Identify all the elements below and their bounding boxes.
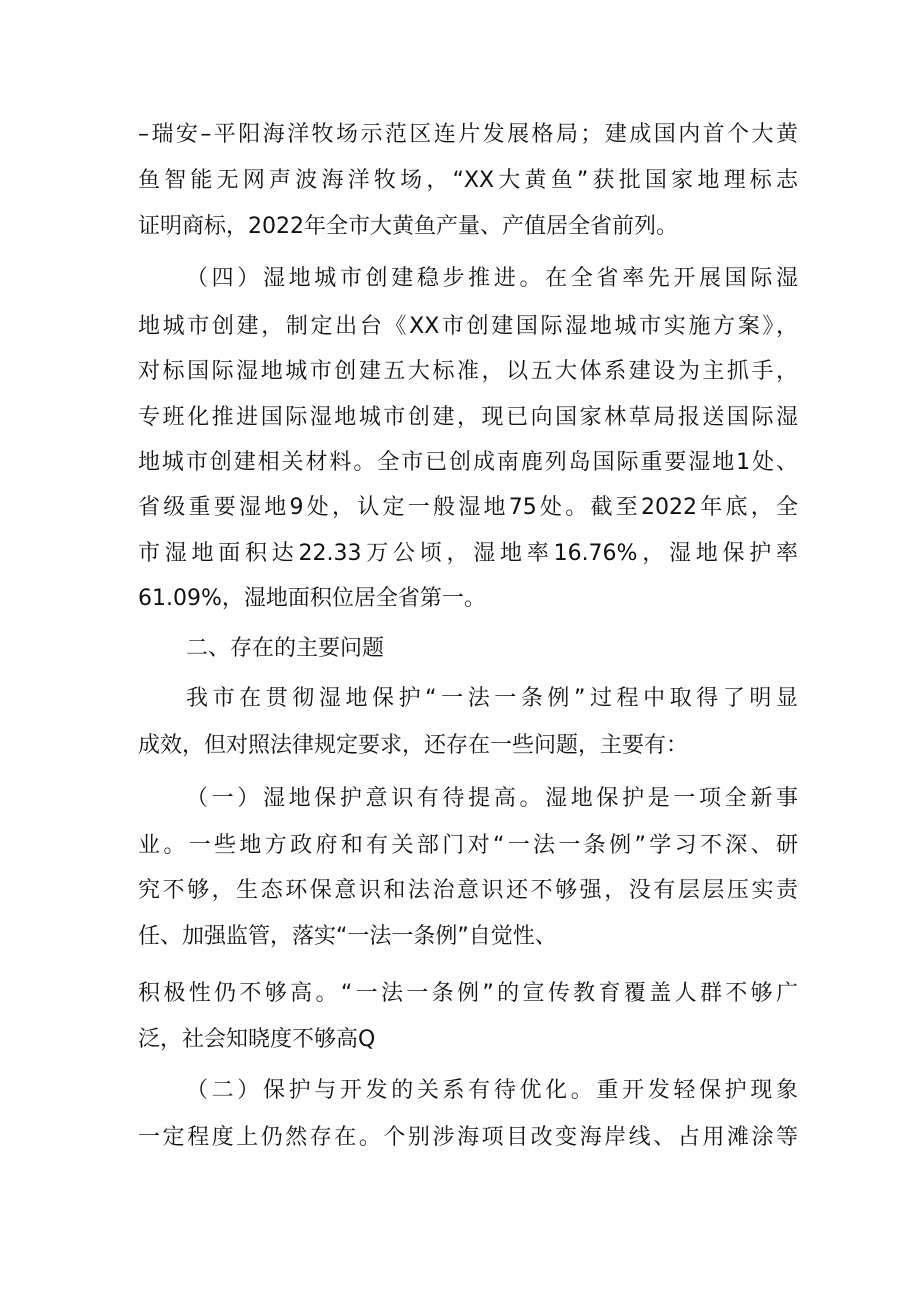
text-line: 鱼智能无网声波海洋牧场，“XX大黄鱼”获批国家地理标志: [138, 168, 798, 193]
text-line: 成效，但对照法律规定要求，还存在一些问题，主要有：: [138, 733, 689, 758]
text-line: 61.09%，湿地面积位居全省第一。: [138, 586, 486, 611]
paragraph-start-line: （四）湿地城市创建稳步推进。在全省率先开展国际湿: [186, 266, 798, 291]
section-heading: 二、存在的主要问题: [186, 636, 385, 661]
text-line: –瑞安–平阳海洋牧场示范区连片发展格局；建成国内首个大黄: [138, 122, 798, 147]
text-line: 专班化推进国际湿地城市创建，现已向国家林草局报送国际湿: [138, 405, 798, 430]
text-line: 地城市创建，制定出台《XX市创建国际湿地城市实施方案》，: [138, 314, 798, 339]
text-line: 业。一些地方政府和有关部门对“一法一条例”学习不深、研: [138, 833, 798, 858]
text-line: 证明商标，2022年全市大黄鱼产量、产值居全省前列。: [138, 214, 678, 239]
text-line: 地城市创建相关材料。全市已创成南鹿列岛国际重要湿地1处、: [138, 450, 798, 475]
text-line: 市湿地面积达22.33万公顷，湿地率16.76%，湿地保护率: [138, 541, 798, 566]
paragraph-start-line: 我市在贯彻湿地保护“一法一条例”过程中取得了明显: [186, 686, 798, 711]
text-line: 任、加强监管，落实“一法一条例”自觉性、: [138, 924, 557, 949]
text-line: 对标国际湿地城市创建五大标准，以五大体系建设为主抓手，: [138, 359, 798, 384]
text-line: 究不够，生态环保意识和法治意识还不够强，没有层层压实责: [138, 878, 798, 903]
text-line: 泛，社会知晓度不够高Q: [138, 1027, 376, 1052]
paragraph-start-line: （二）保护与开发的关系有待优化。重开发轻保护现象: [186, 1078, 798, 1103]
text-line: 积极性仍不够高。“一法一条例”的宣传教育覆盖人群不够广: [138, 981, 798, 1006]
text-line: 省级重要湿地9处，认定一般湿地75处。截至2022年底，全: [138, 495, 798, 520]
text-line: 一定程度上仍然存在。个别涉海项目改变海岸线、占用滩涂等: [138, 1125, 798, 1150]
paragraph-start-line: （一）湿地保护意识有待提高。湿地保护是一项全新事: [186, 786, 798, 811]
